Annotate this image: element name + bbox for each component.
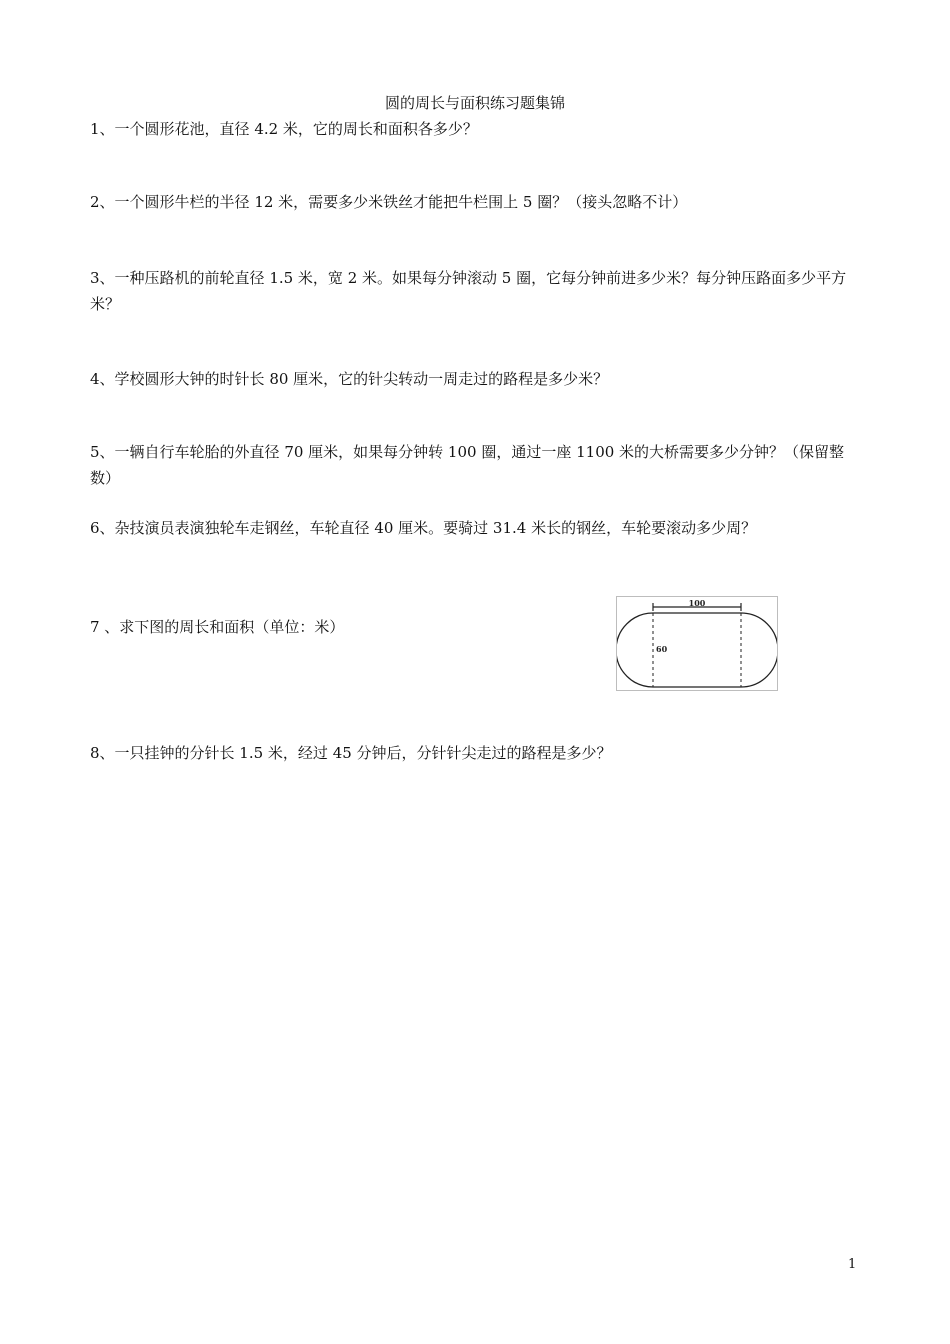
question-5: 5、一辆自行车轮胎的外直径 70 厘米，如果每分钟转 100 圈，通过一座 1100 米的大桥需要多少分钟？（保留整数） [90, 443, 845, 487]
stadium-shape-diagram [617, 597, 777, 690]
question-4: 4、学校圆形大钟的时针长 80 厘米，它的针尖转动一周走过的路程是多少米？ [90, 370, 609, 388]
question-3: 3、一种压路机的前轮直径 1.5 米，宽 2 米。如果每分钟滚动 5 圈，它每分钟前进多少米？每分钟压路面多少平方米？ [90, 269, 847, 313]
page-title: 圆的周长与面积练习题集锦 [384, 94, 565, 112]
question-6: 6、杂技演员表演独轮车走钢丝，车轮直径 40 厘米。要骑过 31.4 米长的钢丝，车轮要滚动多少周？ [90, 519, 757, 537]
question-8: 8、一只挂钟的分针长 1.5 米，经过 45 分钟后，分针针尖走过的路程是多少？ [90, 744, 612, 762]
question-7: 7 、求下图的周长和面积（单位：米） [90, 618, 345, 636]
stadium-outline [617, 613, 777, 687]
question-1: 1、一个圆形花池，直径 4.2 米，它的周长和面积各多少？ [90, 120, 478, 138]
question-2: 2、一个圆形牛栏的半径 12 米，需要多少米铁丝才能把牛栏围上 5 圈？（接头忽略不计） [90, 193, 688, 211]
page-number: 1 [848, 1257, 857, 1272]
width-label: 60 [656, 644, 668, 654]
stadium-shape-figure [616, 596, 778, 691]
length-label: 100 [688, 598, 706, 608]
